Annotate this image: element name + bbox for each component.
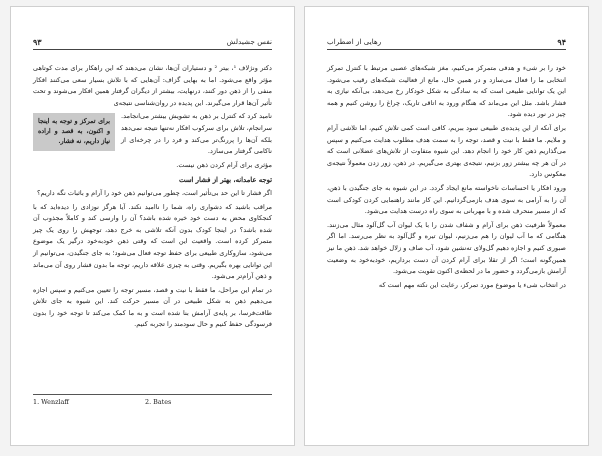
footnotes: [33, 394, 272, 407]
page-number: ۹۴: [557, 37, 566, 47]
paragraph: اگر فشار تا این حد بی‌تأثیر است، چطور می‌توانیم ذهن خود را آرام و باثبات نگه داریم؟: [37, 188, 272, 197]
paragraph: مراقب باشید که دشواری راه، شما را ناامید نکند. آیا هرگز نوزادی را دیده‌اید که با کنجکاوی محض به دست خود خیره شده باشد؟ آن را وارسی کند و کاملاً مجذوب آن شده باشد؟ در اینجا کودک بدون آنکه تلاشی به خرج دهد، توجهش را روی یک چیز متمرکز کرده است. واقعیت این است که وقتی ذهن خودبه‌خود درگیر یک موضوع می‌شود، سازوکاری طبیعی برای حفظ توجه فعال می‌شود؛ به جای جنگیدن، می‌توانیم از این توانایی بهره بگیریم. وقتی به چیزی علاقه داریم، توجه ما بدون فشار روی آن می‌ماند و ذهن آرام‌تر می‌شود.: [33, 202, 272, 281]
paragraph: نامید کرد که کنترل بر ذهن به تشویش بیشتر می‌انجامد. سرانجام، تلاش برای سرکوب افکار نه‌تنها نتیجه نمی‌دهد بلکه آن‌ها را پررنگ‌تر می‌کند و فرد را در چرخه‌ای از ناکامی گرفتار می‌سازد.: [121, 112, 272, 156]
page-body: [33, 63, 272, 333]
page-94: [304, 6, 589, 446]
running-title: رهایی از اضطراب: [327, 37, 382, 46]
paragraph: مؤثری برای آرام کردن ذهن نیست.: [176, 160, 272, 169]
page-body: [327, 63, 566, 293]
paragraph: برای آنکه از این پدیده‌ی طبیعی سود ببریم، کافی است کمی تلاش کنیم، اما تلاشی آرام و ملایم. ما فقط با نیت و قصد، توجه را به سمت هدف مطلوب هدایت می‌کنیم و سپس می‌گذاریم ذهن کار خود را انجام دهد. این شیوه متفاوت از تلاش‌های عضلانی است که در آن هر چه بیشتر زور بزنیم، نتیجه‌ی بهتری می‌گیریم. در ذهن، زور زدن معمولاً نتیجه‌ی معکوس دارد.: [327, 123, 566, 179]
page-number: ۹۳: [33, 37, 42, 47]
paragraph: در انتخاب شیء یا موضوع مورد تمرکز، رعایت این نکته مهم است که: [378, 280, 566, 289]
paragraph: ورود افکار یا احساسات ناخواسته مانع ایجاد گردد. در این شیوه به جای جنگیدن با ذهن، آن را به آرامی به سوی هدف بازمی‌گردانیم. این کار مانند راهنمایی کردن کودکی است که از مسیر منحرف شده و با مهربانی به سوی راه درست هدایت می‌شود.: [327, 183, 566, 216]
paragraph: در تمام این مراحل، ما فقط با نیت و قصد، مسیر توجه را تعیین می‌کنیم و سپس اجازه می‌دهیم ذهن به شکل طبیعی در آن مسیر حرکت کند. این شیوه به جای تلاش طاقت‌فرسا، بر پایه‌ی آرامش بنا شده است و به ما کمک می‌کند تا توجه خود را بدون فرسودگی حفظ کنیم و حال سودمند را تجربه کنیم.: [33, 285, 272, 329]
footnote: 1. Wenzlaff: [33, 398, 69, 406]
paragraph: دکتر ونژلاف ¹، بیتر ² و دستیاران آن‌ها، نشان می‌دهند که این راهکار برای مدت کوتاهی مؤثر واقع می‌شود. اما به بهایی گزاف: آن‌هایی که با تلاش بسیار سعی می‌کنند افکار منفی را از ذهن دور کنند، درنهایت، بیشتر از دیگران گرفتار همین افکار می‌شوند و تحت تأثیر آن‌ها قرار می‌گیرند. این پدیده در روان‌شناسی نتیجه‌ی: [33, 64, 272, 107]
footnote: 2. Bates: [145, 398, 172, 406]
running-header: [327, 35, 566, 50]
page-93: [10, 6, 295, 446]
paragraph: خود را بر شیء و هدفی متمرکز می‌کنیم، مغز شبکه‌های عصبی مرتبط با کنترل تمرکز انتخابی ما را فعال می‌سازد و در همین حال، مانع از فعالیت شبکه‌های رقیب می‌شود. این یک توانایی طبیعی است که به سادگی به شکل خودکار رخ می‌دهد، بی‌آنکه نیازی به فشار باشد. مثل این می‌ماند که هنگام ورود به اتاقی تاریک، چراغ را روشن کنیم و همه چیز در نور دیده شود.: [327, 64, 566, 119]
paragraph: معمولاً ظرفیت ذهن برای آرام و شفاف شدن را با یک لیوان آب گل‌آلود مثال می‌زنند. هنگامی که ما آب لیوان را هم می‌زنیم، لیوان تیره و گل‌آلود به نظر می‌رسد. اما اگر صبوری کنیم و اجازه دهیم گل‌ولای ته‌نشین شود، آب صاف و زلال خواهد شد. ذهن ما نیز همین‌گونه است؛ اگر از تقلا برای آرام کردن آن دست برداریم، خودبه‌خود به وضعیت آرامش بازمی‌گردد و حضور ما در لحظه‌ی اکنون تقویت می‌شود.: [327, 220, 566, 276]
section-heading: توجه عامدانه، بهتر از فشار است: [179, 176, 272, 185]
pull-quote: برای تمرکز و توجه به اینجا و اکنون، به قصد و اراده نیاز داریم، نه فشار.: [33, 113, 115, 151]
running-header: [33, 35, 272, 50]
running-title: نفس جشیدلش: [226, 37, 272, 46]
